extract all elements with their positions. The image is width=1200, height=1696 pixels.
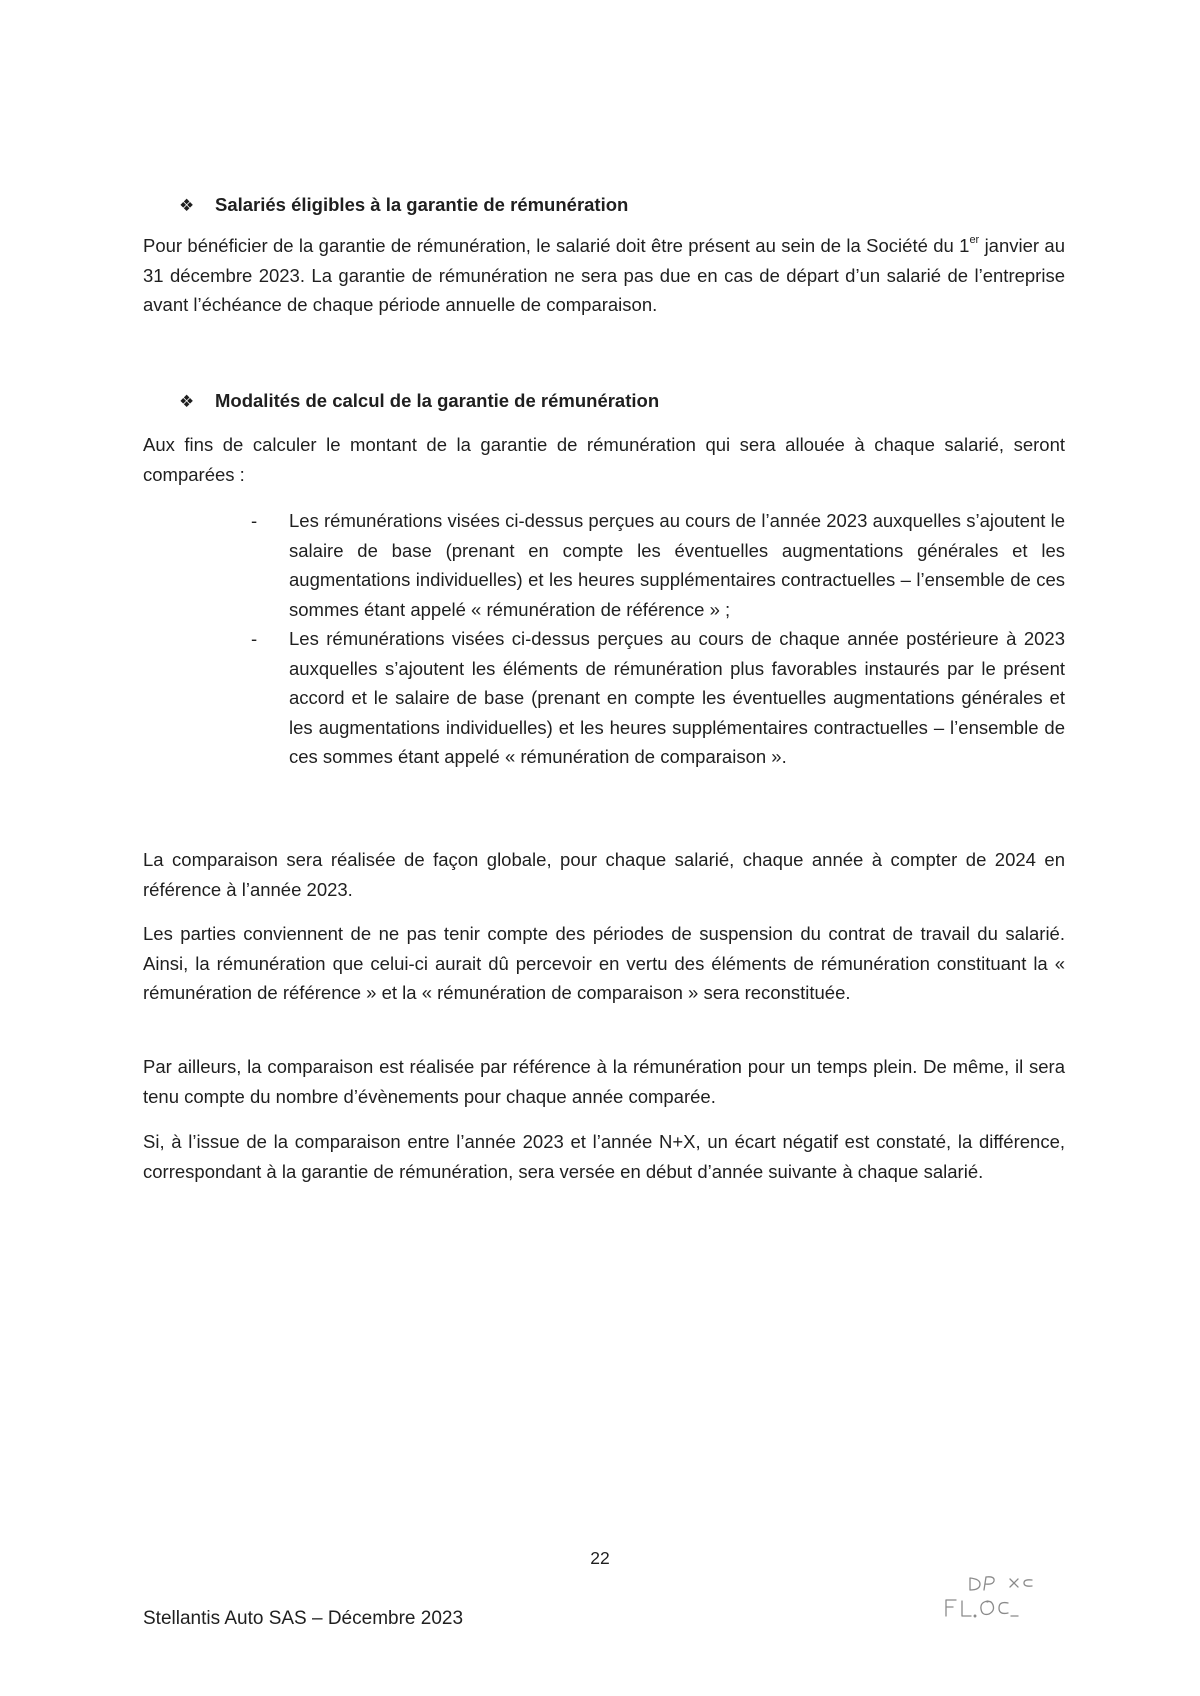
initials-stroke — [946, 1600, 956, 1616]
paragraph-intro: Aux fins de calculer le montant de la garantie de rémunération qui sera allouée à chaque salarié, seront comparées : — [143, 434, 1065, 485]
dash-marker: - — [251, 628, 258, 649]
page-number: 22 — [590, 1548, 610, 1568]
initials-stroke — [984, 1577, 994, 1590]
dash-marker: - — [251, 510, 258, 531]
diamond-bullet-icon: ❖ — [179, 196, 195, 215]
section-calculation — [143, 386, 1065, 417]
list-item — [143, 506, 1065, 624]
list-item — [143, 624, 1065, 772]
paragraph-suspension: Les parties conviennent de ne pas tenir compte des périodes de suspension du contrat de travail du salarié. Ainsi, la rémunération que celui-ci aurait dû percevoir en vertu des éléments de rémunération constituant la « rémunération de référence » et la « rémunération de comparaison » sera reconstituée. — [143, 923, 1065, 1003]
diamond-bullet-icon: ❖ — [179, 392, 195, 411]
list-item-text: Les rémunérations visées ci-dessus perçues au cours de chaque année postérieure à 2023 auxquelles s’ajoutent les éléments de rémunération plus favorables instaurés par le présent accord et le salaire de base (prenant en compte les éventuelles augmentations générales et les augmentations individuelles) et les heures supplémentaires contractuelles – l’ensemble de ces sommes étant appelé « rémunération de comparaison ». — [289, 628, 1065, 767]
paragraph-text: Pour bénéficier de la garantie de rémunération, le salarié doit être présent au sein de la Société du 1 — [143, 235, 970, 256]
initials-stroke — [1010, 1579, 1018, 1587]
paragraph-block — [143, 845, 1065, 904]
section-heading-eligible — [143, 190, 1065, 221]
paragraph-negative-gap: Si, à l’issue de la comparaison entre l’année 2023 et l’année N+X, un écart négatif est constaté, la différence, correspondant à la garantie de rémunération, sera versée en début d’année suivante à chaque salarié. — [143, 1131, 1065, 1182]
initials-stroke — [974, 1615, 976, 1617]
list-item-text: Les rémunérations visées ci-dessus perçues au cours de l’année 2023 auxquelles s’ajoutent le salaire de base (prenant en compte les éventuelles augmentations générales et les augmentations individuelles) et les heures supplémentaires contractuelles – l’ensemble de ces sommes étant appelé « rémunération de référence » ; — [289, 510, 1065, 620]
comparison-list — [143, 506, 1065, 772]
paragraph-block — [143, 919, 1065, 1008]
initials-stroke — [999, 1603, 1008, 1614]
section-calculation-intro — [143, 430, 1065, 489]
section-calculation-list — [143, 506, 1065, 772]
heading-text: Salariés éligibles à la garantie de rémunération — [215, 194, 629, 215]
footer-text: Stellantis Auto SAS – Décembre 2023 — [143, 1608, 464, 1629]
initials-stroke — [1024, 1580, 1032, 1586]
initials-stroke — [970, 1578, 980, 1590]
heading-text: Modalités de calcul de la garantie de rémunération — [215, 390, 660, 411]
paragraph-text: janvier au 31 décembre 2023. La garantie de rémunération ne sera pas due en cas de départ d’un salarié de l’entreprise avant l’échéance de chaque période annuelle de comparaison. — [143, 235, 1065, 315]
initials-stroke — [962, 1601, 971, 1616]
handwritten-initials — [940, 1570, 1060, 1630]
paragraph-global-comparison: La comparaison sera réalisée de façon globale, pour chaque salarié, chaque année à compter de 2024 en référence à l’année 2023. — [143, 849, 1065, 900]
section-heading-calculation — [143, 386, 1065, 417]
paragraph-block — [143, 1052, 1065, 1111]
section-eligible-body — [143, 231, 1065, 320]
ordinal-superscript: er — [969, 234, 980, 246]
paragraph-block — [143, 1127, 1065, 1186]
paragraph-eligibility — [143, 231, 1065, 320]
section-eligible-employees — [143, 190, 1065, 221]
paragraph-full-time: Par ailleurs, la comparaison est réalisée par référence à la rémunération pour un temps plein. De même, il sera tenu compte du nombre d’évènements pour chaque année comparée. — [143, 1056, 1065, 1107]
initials-stroke — [981, 1601, 994, 1614]
